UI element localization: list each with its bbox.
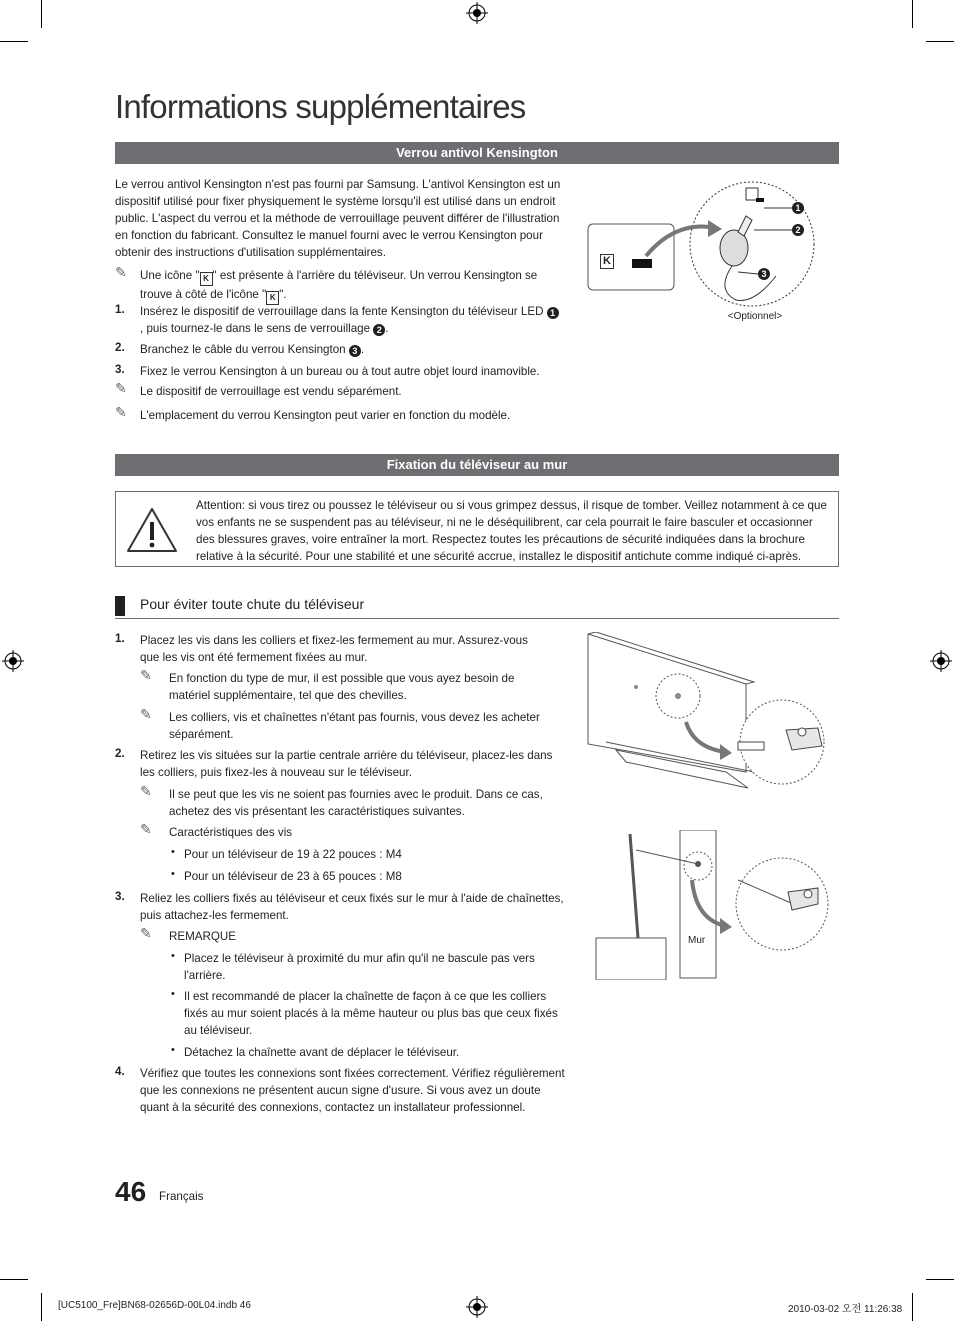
kensington-icon-note: Une icône " K " est présente à l'arrière du téléviseur. Un verrou Kensington se trouve à côté de l'icône " K ". (140, 267, 560, 305)
callout-3: 3 (349, 345, 361, 357)
pencil-note-icon: ✎ (140, 706, 152, 722)
crop-mark (912, 1293, 913, 1321)
print-footer-left: [UC5100_Fre]BN68-02656D-00L04.indb 46 (58, 1300, 251, 1311)
callout-1: 1 (547, 307, 559, 319)
bullet: • (171, 868, 175, 880)
callout-1: 1 (792, 202, 804, 214)
section-header-kensington: Verrou antivol Kensington (115, 142, 839, 164)
pencil-note-icon: ✎ (140, 667, 152, 683)
registration-mark-icon (2, 650, 24, 672)
screw-spec-m8: Pour un téléviseur de 23 à 65 pouces : M8 (184, 870, 402, 883)
callout-2: 2 (792, 224, 804, 236)
step-number: 3. (115, 890, 125, 903)
pencil-note-icon: ✎ (115, 264, 127, 280)
wall-step-2: Retirez les vis situées sur la partie centrale arrière du téléviseur, placez-les dans les colliers, puis fixez-les à nouveau sur le téléviseur. (140, 749, 553, 779)
warning-triangle-icon (126, 506, 178, 554)
kensington-lock-icon: K (200, 272, 213, 286)
kensington-lock-icon: K (266, 291, 279, 305)
step-number: 1. (115, 632, 125, 645)
step-number: 2. (115, 747, 125, 760)
crop-mark (926, 1279, 954, 1280)
kensington-intro: Le verrou antivol Kensington n'est pas fourni par Samsung. L'antivol Kensington est un dispositif utilisé pour fixer physiquement le système lorsqu'il est utilisé dans un endroit public. L'aspect du verrou et la méthode de verrouillage peuvent différer de l'illustration en fonction du fabricant. Consultez le manuel fourni avec le verrou Kensington pour obtenir des instructions d'utilisation supplémentaires. (115, 178, 561, 259)
optional-caption: <Optionnel> (727, 311, 783, 322)
kensington-step-1: Insérez le dispositif de verrouillage dans la fente Kensington du téléviseur LED 1, puis tournez-le dans le sens de verrouillage 2 . (140, 303, 560, 337)
bullet: • (171, 846, 175, 858)
step-number: 1. (115, 303, 125, 316)
warning-text: Attention: si vous tirez ou poussez le téléviseur ou si vous grimpez dessus, il risque de tomber. Veillez notamment à ce que vos enfants ne se suspendent pas au téléviseur, ni ne le déséquilibrent, car cela pourrait le faire basculer et occasionner des blessures graves, voire entraîner la mort. Respectez toutes les précautions de sécurité indiquées dans la brochure relative à la sécurité. Pour une stabilité et une sécurité accrue, installez le dispositif antichute comme indiqué ci-après. (196, 499, 827, 563)
wall-step-3: Reliez les colliers fixés au téléviseur et ceux fixés sur le mur à l'aide de chaînettes, puis attachez-les fermement. (140, 892, 564, 922)
bullet: • (171, 988, 175, 1000)
kensington-k-icon: K (600, 254, 614, 269)
wall-step-2-note-2: Caractéristiques des vis (169, 826, 293, 839)
print-footer-right: 2010-03-02 오전 11:26:38 (788, 1304, 903, 1315)
bullet: • (171, 1044, 175, 1056)
crop-mark (41, 0, 42, 28)
registration-mark-icon (930, 650, 952, 672)
tv-chain-wall-illustration (592, 830, 838, 980)
wall-label: Mur (688, 935, 706, 946)
step-number: 4. (115, 1065, 125, 1078)
remarque-bullet-2: Il est recommandé de placer la chaînette de façon à ce que les colliers fixés au mur soient placés à la même hauteur ou plus bas que ceux fixés au téléviseur. (184, 990, 558, 1037)
wall-step-4: Vérifiez que toutes les connexions sont fixées correctement. Vérifiez régulièrement que les connexions ne présentent aucun signe d'usure. Si vous avez un doute quant à la sécurité des connexions, contactez un installateur professionnel. (140, 1067, 565, 1114)
kensington-note-location: L'emplacement du verrou Kensington peut varier en fonction du modèle. (140, 409, 511, 422)
page-language: Français (159, 1190, 204, 1203)
step-number: 2. (115, 341, 125, 354)
pencil-note-icon: ✎ (115, 380, 127, 396)
pencil-note-icon: ✎ (140, 925, 152, 941)
registration-mark-icon (466, 2, 488, 24)
pencil-note-icon: ✎ (115, 404, 127, 420)
wall-step-1-note-1: En fonction du type de mur, il est possible que vous ayez besoin de matériel supplémentaire, tel que des chevilles. (169, 672, 515, 702)
subsection-title: Pour éviter toute chute du téléviseur (140, 596, 365, 612)
wall-step-1: Placez les vis dans les colliers et fixez-les fermement au mur. Assurez-vous que les vis ont été fermement fixées au mur. (140, 634, 528, 664)
pencil-note-icon: ✎ (140, 783, 152, 799)
page-title: Informations supplémentaires (115, 88, 526, 125)
crop-mark (0, 41, 28, 42)
kensington-note-sold-separately: Le dispositif de verrouillage est vendu séparément. (140, 385, 402, 398)
wall-step-1-note-2: Les colliers, vis et chaînettes n'étant pas fournis, vous devez les acheter séparément. (169, 711, 540, 741)
callout-2: 2 (373, 324, 385, 336)
remarque-bullet-1: Placez le téléviseur à proximité du mur afin qu'il ne bascule pas vers l'arrière. (184, 952, 535, 982)
tv-back-screw-illustration (586, 632, 838, 792)
registration-mark-icon (466, 1296, 488, 1318)
remarque-bullet-3: Détachez la chaînette avant de déplacer le téléviseur. (184, 1046, 460, 1059)
pencil-note-icon: ✎ (140, 821, 152, 837)
section-header-wall: Fixation du téléviseur au mur (115, 454, 839, 476)
wall-step-2-note-1: Il se peut que les vis ne soient pas fournies avec le produit. Dans ce cas, achetez des vis présentant les caractéristiques suivantes. (169, 788, 543, 818)
subsection-heading (115, 594, 839, 619)
kensington-step-3: Fixez le verrou Kensington à un bureau ou à tout autre objet lourd inamovible. (140, 365, 540, 378)
bullet: • (171, 950, 175, 962)
crop-mark (0, 1279, 28, 1280)
remarque-label: REMARQUE (169, 930, 236, 943)
crop-mark (912, 0, 913, 28)
callout-3: 3 (758, 268, 770, 280)
screw-spec-m4: Pour un téléviseur de 19 à 22 pouces : M4 (184, 848, 402, 861)
page-number: 46 (115, 1176, 147, 1207)
crop-mark (926, 41, 954, 42)
step-number: 3. (115, 363, 125, 376)
kensington-lock-illustration (586, 180, 816, 310)
kensington-step-2: Branchez le câble du verrou Kensington 3 . (140, 343, 365, 356)
heading-marker (115, 596, 125, 616)
crop-mark (41, 1293, 42, 1321)
warning-box (115, 491, 839, 567)
